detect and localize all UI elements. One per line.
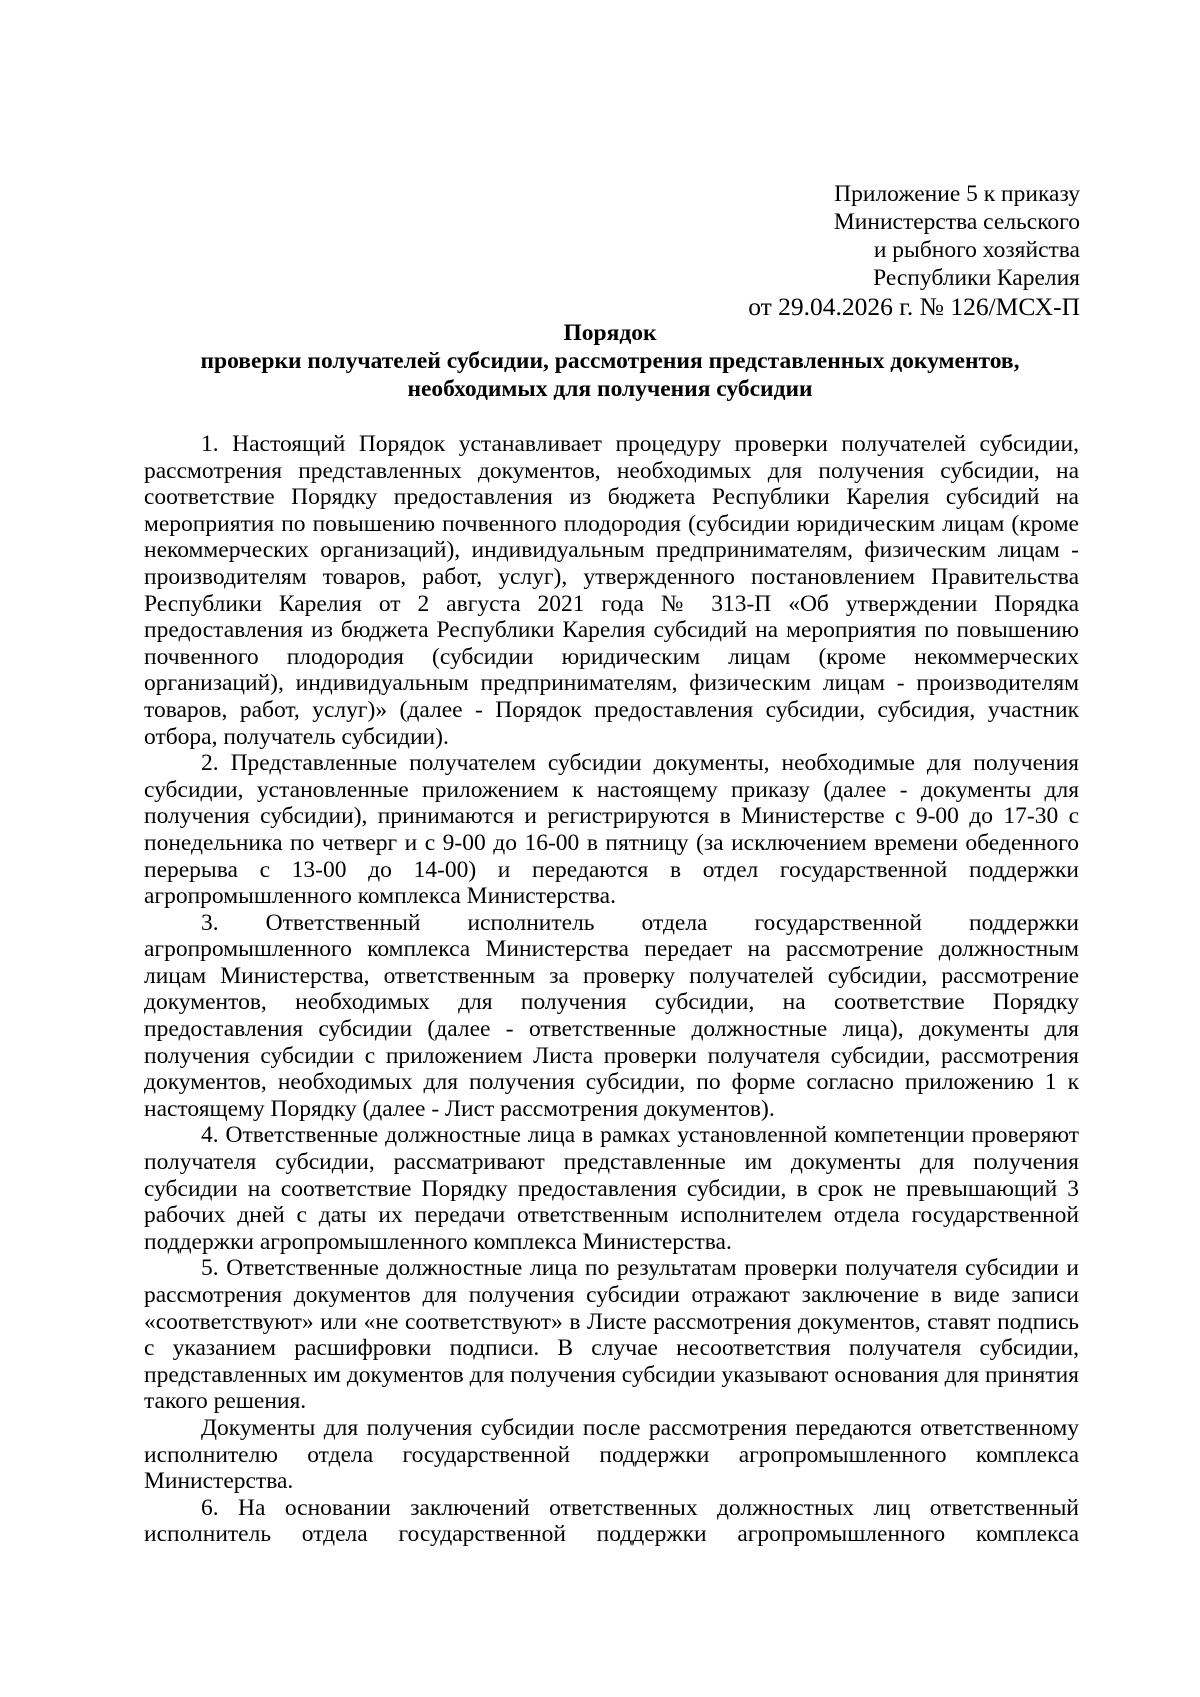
paragraph-5: 5. Ответственные должностные лица по результатам проверки получателя субсидии и рассмотрения документов для получения субсидии отражают заключение в виде записи «соответствуют» или «не соответствуют» в Листе рассмотрения документов, ставят подпись с указанием расшифровки подписи. В случае несоответствия получателя субсидии, представленных им документов для получения субсидии указывают основания для принятия такого решения. [144,1255,1079,1415]
title-line: проверки получателей субсидии, рассмотрения представленных документов, [200,348,1020,374]
paragraph-2: 2. Представленные получателем субсидии документы, необходимые для получения субсидии, установленные приложением к настоящему приказу (далее - документы для получения субсидии), принимаются и регистрируются в Министерстве с 9-00 до 17-30 с понедельника по четверг и с 9-00 до 16-00 в пятницу (за исключением времени обеденного перерыва с 13-00 до 14-00) и передаются в отдел государственной поддержки агропромышленного комплекса Министерства. [144,750,1079,910]
title-line: необходимых для получения субсидии [407,376,813,402]
appendix-line: Приложение 5 к приказу [834,181,1080,207]
appendix-order-date: от 29.04.2026 г. № 126/МСХ-П [748,292,1080,321]
appendix-line: Республики Карелия [873,265,1080,291]
title-line: Порядок [563,320,657,346]
appendix-header [520,180,1080,321]
paragraph-3: 3. Ответственный исполнитель отдела государственной поддержки агропромышленного комплекса Министерства передает на рассмотрение должностным лицам Министерства, ответственным за проверку получателей субсидии, рассмотрение документов, необходимых для получения субсидии, на соответствие Порядку предоставления субсидии (далее - ответственные должностные лица), документы для получения субсидии с приложением Листа проверки получателя субсидии, рассмотрения документов, необходимых для получения субсидии, по форме согласно приложению 1 к настоящему Порядку (далее - Лист рассмотрения документов). [144,909,1079,1122]
document-body [144,431,1079,1548]
paragraph-6: 6. На основании заключений ответственных должностных лиц ответственный исполнитель отдела государственной поддержки агропромышленного комплекса [144,1494,1079,1548]
paragraph-5-continuation: Документы для получения субсидии после рассмотрения передаются ответственному исполнителю отдела государственной поддержки агропромышленного комплекса Министерства. [144,1414,1079,1495]
paragraph-1: 1. Настоящий Порядок устанавливает процедуру проверки получателей субсидии, рассмотрения представленных документов, необходимых для получения субсидии, на соответствие Порядку предоставления из бюджета Республики Карелия субсидий на мероприятия по повышению почвенного плодородия (субсидии юридическим лицам (кроме некоммерческих организаций), индивидуальным предпринимателям, физическим лицам - производителям товаров, работ, услуг), утвержденного постановлением Правительства Республики Карелия от 2 августа 2021 года № 313-П «Об утверждении Порядка предоставления из бюджета Республики Карелия субсидий на мероприятия по повышению почвенного плодородия (субсидии юридическим лицам (кроме некоммерческих организаций), индивидуальным предпринимателям, физическим лицам - производителям товаров, работ, услуг)» (далее - Порядок предоставления субсидии, субсидия, участник отбора, получатель субсидии). [144,431,1079,750]
document-title [140,319,1080,403]
appendix-line: и рыбного хозяйства [873,237,1080,263]
paragraph-4: 4. Ответственные должностные лица в рамках установленной компетенции проверяют получателя субсидии, рассматривают представленные им документы для получения субсидии на соответствие Порядку предоставления субсидии, в срок не превышающий 3 рабочих дней с даты их передачи ответственным исполнителем отдела государственной поддержки агропромышленного комплекса Министерства. [144,1122,1079,1255]
appendix-line: Министерства сельского [833,209,1080,235]
